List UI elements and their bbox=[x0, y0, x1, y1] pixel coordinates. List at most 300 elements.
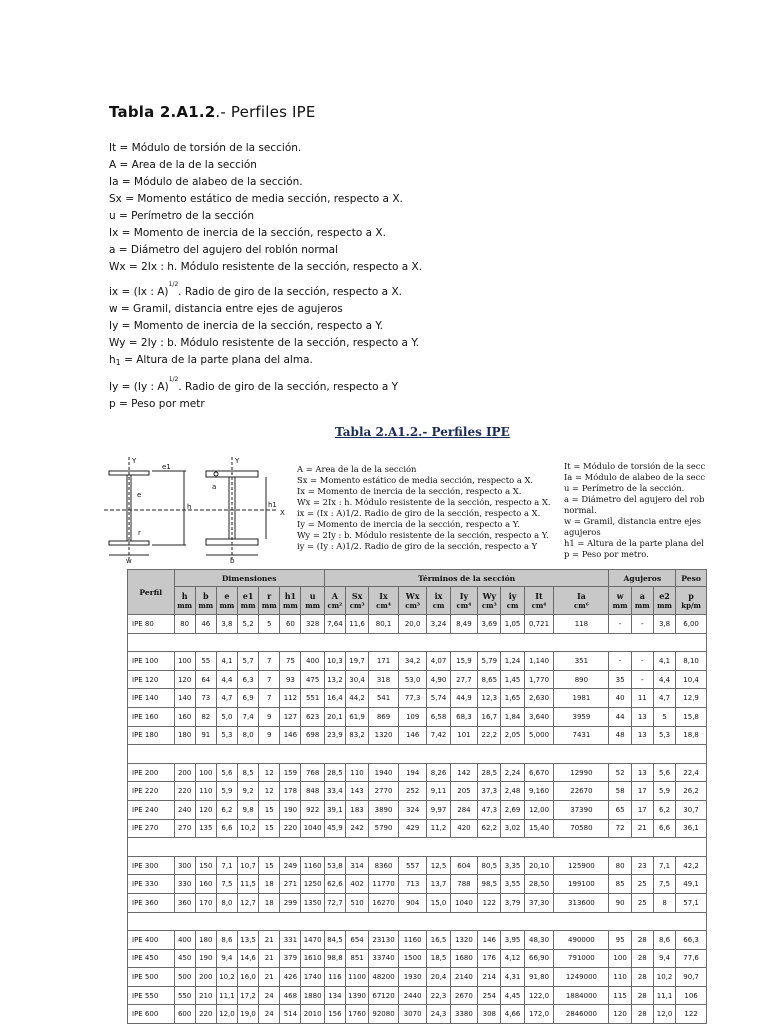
table-cell: 8,5 bbox=[238, 763, 259, 782]
column-header-ia bbox=[554, 587, 609, 615]
table-cell: 5 bbox=[653, 707, 675, 726]
table-cell: 68,3 bbox=[450, 707, 478, 726]
table-cell: 25 bbox=[631, 875, 653, 894]
table-cell: 12,0 bbox=[216, 1005, 237, 1024]
column-header-a bbox=[631, 587, 653, 615]
profile-cell: IPE 80 bbox=[128, 615, 175, 634]
table-cell: 3,95 bbox=[501, 931, 524, 950]
table-row bbox=[128, 726, 707, 745]
column-unit: mm bbox=[177, 600, 193, 610]
table-cell: 11770 bbox=[369, 875, 399, 894]
table-row bbox=[128, 931, 707, 950]
table-cell: 9,8 bbox=[238, 800, 259, 819]
table-cell: 8,6 bbox=[653, 931, 675, 950]
table-cell: 98,8 bbox=[324, 949, 345, 968]
table-cell: 116 bbox=[324, 968, 345, 987]
table-cell: 45,9 bbox=[324, 819, 345, 838]
table-cell: 80,1 bbox=[369, 615, 399, 634]
header-perfil: Perfil bbox=[128, 570, 175, 615]
table-row bbox=[128, 689, 707, 708]
table-cell: 15,9 bbox=[450, 652, 478, 671]
table-cell: 47,3 bbox=[478, 800, 501, 819]
definition-iy-radius-a: Iy = (Iy : A) bbox=[109, 381, 169, 393]
table-cell: 2440 bbox=[398, 986, 427, 1005]
table-cell: 420 bbox=[450, 819, 478, 838]
table-cell: 13 bbox=[631, 726, 653, 745]
definition-iy-exponent: 1/2 bbox=[168, 376, 179, 383]
ipe-profiles-table bbox=[127, 569, 707, 1024]
definition-h1-sub: 1 bbox=[115, 358, 121, 367]
table-cell: 122,0 bbox=[524, 986, 554, 1005]
table-cell: 1940 bbox=[369, 763, 399, 782]
table-cell: 2846000 bbox=[554, 1005, 609, 1024]
legend-mid-line: A = Area de la de la sección bbox=[297, 464, 417, 474]
table-cell: 1160 bbox=[398, 931, 427, 950]
table-cell: 106 bbox=[676, 986, 707, 1005]
definition-sx: Sx = Momento estático de media sección, respecto a X. bbox=[109, 193, 403, 205]
table-cell: 24,3 bbox=[427, 1005, 450, 1024]
table-row bbox=[128, 875, 707, 894]
table-cell: 30,4 bbox=[345, 670, 368, 689]
table-cell: 12990 bbox=[554, 763, 609, 782]
legend-right-line: w = Gramil, distancia entre ejes bbox=[564, 516, 702, 526]
table-row bbox=[128, 763, 707, 782]
table-cell: 180 bbox=[195, 931, 216, 950]
profile-cell: IPE 300 bbox=[128, 856, 175, 875]
table-cell: 6,670 bbox=[524, 763, 554, 782]
table-cell: 10,2 bbox=[238, 819, 259, 838]
table-cell: 9,4 bbox=[216, 949, 237, 968]
profile-cell: IPE 180 bbox=[128, 726, 175, 745]
legend-right-line: a = Diámetro del agujero del rob bbox=[564, 494, 705, 504]
table-cell: 12,3 bbox=[478, 689, 501, 708]
table-cell: 314 bbox=[345, 856, 368, 875]
legend-mid-line: ix = (Ix : A)1/2. Radio de giro de la sección, respecto a X. bbox=[297, 508, 541, 518]
table-cell: 11,5 bbox=[238, 875, 259, 894]
document-title-rest: .- Perfiles IPE bbox=[215, 103, 316, 121]
table-cell: 100 bbox=[174, 652, 195, 671]
table-cell: 5,9 bbox=[653, 782, 675, 801]
column-symbol: e2 bbox=[659, 590, 670, 601]
table-row bbox=[128, 856, 707, 875]
column-symbol: Ix bbox=[379, 590, 388, 601]
definition-a-hole: a = Diámetro del agujero del roblón normal bbox=[109, 244, 339, 256]
diagram-label-h1: h1 bbox=[268, 501, 277, 509]
table-cell: 42,2 bbox=[676, 856, 707, 875]
table-cell: 500 bbox=[174, 968, 195, 987]
figure-title: Tabla 2.A1.2.- Perfiles IPE bbox=[335, 425, 510, 439]
column-header-p bbox=[676, 587, 707, 615]
table-cell: 869 bbox=[369, 707, 399, 726]
table-cell: 53,0 bbox=[398, 670, 427, 689]
table-cell: 150 bbox=[195, 856, 216, 875]
column-header-u bbox=[301, 587, 324, 615]
table-cell: 1500 bbox=[398, 949, 427, 968]
table-cell: 210 bbox=[195, 986, 216, 1005]
table-cell: 7,5 bbox=[216, 875, 237, 894]
table-cell: 10,4 bbox=[676, 670, 707, 689]
table-cell: 44,9 bbox=[450, 689, 478, 708]
table-cell: 53,8 bbox=[324, 856, 345, 875]
column-unit: mm bbox=[305, 600, 321, 610]
table-cell: 80 bbox=[609, 856, 631, 875]
table-cell: 205 bbox=[450, 782, 478, 801]
column-symbol: Ia bbox=[576, 590, 586, 601]
legend-right-line: agujeros bbox=[564, 527, 601, 537]
table-cell: 402 bbox=[345, 875, 368, 894]
legend-mid-line: Sx = Momento estático de media sección, respecto a X. bbox=[297, 475, 534, 485]
table-cell: 270 bbox=[174, 819, 195, 838]
profile-cell: IPE 220 bbox=[128, 782, 175, 801]
table-cell: 91 bbox=[195, 726, 216, 745]
table-cell: 120 bbox=[174, 670, 195, 689]
table-cell: 18,8 bbox=[676, 726, 707, 745]
column-symbol: Wy bbox=[482, 590, 497, 601]
table-cell: 331 bbox=[280, 931, 301, 950]
column-unit: mm bbox=[612, 600, 628, 610]
table-cell: - bbox=[609, 652, 631, 671]
table-cell: 159 bbox=[280, 763, 301, 782]
table-cell: 12 bbox=[259, 782, 280, 801]
table-cell: 13,2 bbox=[324, 670, 345, 689]
table-cell: 2,69 bbox=[501, 800, 524, 819]
table-cell: 400 bbox=[174, 931, 195, 950]
column-header-e1 bbox=[238, 587, 259, 615]
table-cell: 101 bbox=[450, 726, 478, 745]
table-cell: 9,11 bbox=[427, 782, 450, 801]
table-cell: 70580 bbox=[554, 819, 609, 838]
table-cell: 6,2 bbox=[216, 800, 237, 819]
table-cell: 178 bbox=[280, 782, 301, 801]
legend-right-line: Ia = Módulo de alabeo de la secc bbox=[564, 472, 706, 482]
table-cell: 220 bbox=[195, 1005, 216, 1024]
table-cell: 100 bbox=[195, 763, 216, 782]
column-header-wy bbox=[478, 587, 501, 615]
table-cell: 12,9 bbox=[676, 689, 707, 708]
table-cell: 17 bbox=[631, 782, 653, 801]
table-cell: 16,7 bbox=[478, 707, 501, 726]
diagram-label-w: w bbox=[126, 557, 132, 565]
table-cell: 557 bbox=[398, 856, 427, 875]
header-units-row bbox=[128, 587, 707, 615]
table-cell: 115 bbox=[609, 986, 631, 1005]
table-cell: 623 bbox=[301, 707, 324, 726]
table-cell: 16,4 bbox=[324, 689, 345, 708]
definition-h1-text: = Altura de la parte plana del alma. bbox=[120, 354, 313, 366]
table-cell: 254 bbox=[478, 986, 501, 1005]
definition-wy: Wy = 2Iy : b. Módulo resistente de la sección, respecto a Y. bbox=[109, 337, 419, 349]
table-cell: 200 bbox=[195, 968, 216, 987]
table-cell: 156 bbox=[324, 1005, 345, 1024]
table-cell: 28 bbox=[631, 986, 653, 1005]
column-header-h bbox=[174, 587, 195, 615]
table-cell: 127 bbox=[280, 707, 301, 726]
table-cell: 12,7 bbox=[238, 893, 259, 912]
table-cell: 122 bbox=[676, 1005, 707, 1024]
table-row bbox=[128, 1005, 707, 1024]
table-cell: 4,4 bbox=[216, 670, 237, 689]
legend-mid-line: Wy = 2Iy : b. Módulo resistente de la sección, respecto a Y. bbox=[297, 530, 549, 540]
table-cell: 11 bbox=[631, 689, 653, 708]
table-spacer-row bbox=[128, 912, 707, 931]
column-header-wx bbox=[398, 587, 427, 615]
definition-wx: Wx = 2Ix : h. Módulo resistente de la sección, respecto a X. bbox=[109, 261, 423, 273]
table-cell: 23 bbox=[631, 856, 653, 875]
definition-iy-radius bbox=[109, 371, 422, 396]
profile-cell: IPE 550 bbox=[128, 986, 175, 1005]
table-cell: 550 bbox=[174, 986, 195, 1005]
table-cell: 510 bbox=[345, 893, 368, 912]
table-cell: 318 bbox=[369, 670, 399, 689]
table-cell: 1040 bbox=[301, 819, 324, 838]
table-cell: 18 bbox=[259, 893, 280, 912]
table-cell: 791000 bbox=[554, 949, 609, 968]
table-cell: 44,2 bbox=[345, 689, 368, 708]
table-cell: 1100 bbox=[345, 968, 368, 987]
table-cell: 142 bbox=[450, 763, 478, 782]
definitions-list bbox=[109, 140, 422, 413]
table-cell: 9 bbox=[259, 726, 280, 745]
table-cell: 299 bbox=[280, 893, 301, 912]
table-cell: 284 bbox=[450, 800, 478, 819]
table-cell: 922 bbox=[301, 800, 324, 819]
table-cell: 8,26 bbox=[427, 763, 450, 782]
table-cell: 10,2 bbox=[216, 968, 237, 987]
header-terminos: Términos de la sección bbox=[324, 570, 609, 587]
table-cell: 1880 bbox=[301, 986, 324, 1005]
column-symbol: p bbox=[688, 590, 694, 601]
table-spacer-row bbox=[128, 745, 707, 764]
table-cell: 73 bbox=[195, 689, 216, 708]
table-body bbox=[128, 615, 707, 1024]
table-cell: 65 bbox=[609, 800, 631, 819]
table-cell: 8,10 bbox=[676, 652, 707, 671]
table-cell: 140 bbox=[174, 689, 195, 708]
table-cell: 33740 bbox=[369, 949, 399, 968]
table-cell: 172,0 bbox=[524, 1005, 554, 1024]
table-cell: 16,5 bbox=[427, 931, 450, 950]
legend-right-line: u = Perímetro de la sección. bbox=[564, 483, 685, 493]
table-cell: 15,40 bbox=[524, 819, 554, 838]
table-cell: 426 bbox=[280, 968, 301, 987]
profile-cell: IPE 450 bbox=[128, 949, 175, 968]
table-cell: 12,5 bbox=[427, 856, 450, 875]
table-cell: 21 bbox=[259, 968, 280, 987]
table-cell: 72,7 bbox=[324, 893, 345, 912]
definition-it: It = Módulo de torsión de la sección. bbox=[109, 142, 302, 154]
table-cell: 698 bbox=[301, 726, 324, 745]
table-row bbox=[128, 707, 707, 726]
table-cell: 214 bbox=[478, 968, 501, 987]
table-cell: 34,2 bbox=[398, 652, 427, 671]
legend-mid-line: Ix = Momento de inercia de la sección, respecto a X. bbox=[297, 486, 522, 496]
table-cell: 3,02 bbox=[501, 819, 524, 838]
table-cell: 5790 bbox=[369, 819, 399, 838]
column-symbol: e1 bbox=[242, 590, 254, 601]
table-cell: 15 bbox=[259, 819, 280, 838]
table-cell: 6,2 bbox=[653, 800, 675, 819]
table-cell: 360 bbox=[174, 893, 195, 912]
table-cell: 1,84 bbox=[501, 707, 524, 726]
table-cell: 24 bbox=[259, 986, 280, 1005]
table-cell: 22,3 bbox=[427, 986, 450, 1005]
table-cell: 66,90 bbox=[524, 949, 554, 968]
table-cell: 1,05 bbox=[501, 615, 524, 634]
column-header-ix bbox=[427, 587, 450, 615]
table-cell: 6,6 bbox=[653, 819, 675, 838]
definition-ix: Ix = Momento de inercia de la sección, respecto a X. bbox=[109, 227, 386, 239]
table-cell: 2,24 bbox=[501, 763, 524, 782]
column-header-a bbox=[324, 587, 345, 615]
table-cell: 160 bbox=[174, 707, 195, 726]
table-cell: 37,3 bbox=[478, 782, 501, 801]
table-cell: 7431 bbox=[554, 726, 609, 745]
table-cell: 143 bbox=[345, 782, 368, 801]
table-cell: 11,1 bbox=[653, 986, 675, 1005]
table-cell: 3890 bbox=[369, 800, 399, 819]
table-cell: 6,6 bbox=[216, 819, 237, 838]
legend-mid-line: iy = (Iy : A)1/2. Radio de giro de la sección, respecto a Y bbox=[297, 541, 538, 551]
table-cell: 3,79 bbox=[501, 893, 524, 912]
table-cell: 5,6 bbox=[216, 763, 237, 782]
column-unit: cm⁴ bbox=[376, 600, 391, 610]
table-cell: 1390 bbox=[345, 986, 368, 1005]
figure-legend-middle bbox=[297, 464, 551, 552]
table-cell: 541 bbox=[369, 689, 399, 708]
table-cell: 4,12 bbox=[501, 949, 524, 968]
table-cell: 8,0 bbox=[216, 893, 237, 912]
table-cell: 10,3 bbox=[324, 652, 345, 671]
table-cell: 40 bbox=[609, 689, 631, 708]
table-cell: 110 bbox=[609, 968, 631, 987]
table-cell: 3,640 bbox=[524, 707, 554, 726]
table-cell: 24 bbox=[259, 1005, 280, 1024]
profile-cell: IPE 200 bbox=[128, 763, 175, 782]
legend-mid-line: Wx = 2Ix : h. Módulo resistente de la sección, respecto a X. bbox=[297, 497, 551, 507]
column-symbol: ix bbox=[434, 590, 443, 601]
definition-ix-radius-b: . Radio de giro de la sección, respecto a X. bbox=[178, 286, 402, 298]
table-cell: 890 bbox=[554, 670, 609, 689]
table-cell: 13,5 bbox=[238, 931, 259, 950]
column-symbol: r bbox=[267, 590, 272, 601]
table-cell: 25 bbox=[631, 893, 653, 912]
table-cell: 2670 bbox=[450, 986, 478, 1005]
table-cell: 93 bbox=[280, 670, 301, 689]
column-symbol: A bbox=[331, 590, 338, 601]
table-cell: 1250 bbox=[301, 875, 324, 894]
table-cell: - bbox=[631, 652, 653, 671]
table-cell: 57,1 bbox=[676, 893, 707, 912]
table-cell: - bbox=[631, 615, 653, 634]
table-cell: 450 bbox=[174, 949, 195, 968]
table-cell: 8,0 bbox=[238, 726, 259, 745]
table-cell: 3,69 bbox=[478, 615, 501, 634]
table-cell: 7 bbox=[259, 670, 280, 689]
column-unit: mm bbox=[240, 600, 256, 610]
table-cell: 308 bbox=[478, 1005, 501, 1024]
table-cell: 26,2 bbox=[676, 782, 707, 801]
definition-a: A = Area de la de la sección bbox=[109, 159, 257, 171]
table-cell: 21 bbox=[259, 931, 280, 950]
table-cell: 475 bbox=[301, 670, 324, 689]
table-cell: 28 bbox=[631, 1005, 653, 1024]
column-unit: mm bbox=[198, 600, 214, 610]
table-cell: 7,64 bbox=[324, 615, 345, 634]
table-cell: 28 bbox=[631, 931, 653, 950]
diagram-label-h: h bbox=[187, 503, 192, 511]
column-header-iy bbox=[450, 587, 478, 615]
table-cell: - bbox=[609, 615, 631, 634]
table-cell: 1,65 bbox=[501, 689, 524, 708]
table-cell: 37390 bbox=[554, 800, 609, 819]
column-symbol: Iy bbox=[459, 590, 469, 601]
table-cell: 72 bbox=[609, 819, 631, 838]
profile-cell: IPE 270 bbox=[128, 819, 175, 838]
table-row bbox=[128, 670, 707, 689]
table-cell: 98,5 bbox=[478, 875, 501, 894]
table-cell: 15,0 bbox=[427, 893, 450, 912]
table-cell: 1884000 bbox=[554, 986, 609, 1005]
table-cell: 5,9 bbox=[216, 782, 237, 801]
spacer-cell bbox=[128, 745, 707, 764]
table-cell: 64 bbox=[195, 670, 216, 689]
table-cell: 7,1 bbox=[653, 856, 675, 875]
column-unit: mm bbox=[657, 600, 672, 610]
table-cell: 6,3 bbox=[238, 670, 259, 689]
table-cell: 125900 bbox=[554, 856, 609, 875]
column-unit: mm bbox=[282, 600, 298, 610]
table-cell: 5,79 bbox=[478, 652, 501, 671]
table-cell: 3,8 bbox=[653, 615, 675, 634]
legend-mid-line: Iy = Momento de inercia de la sección, respecto a Y. bbox=[297, 519, 520, 529]
table-cell: 1930 bbox=[398, 968, 427, 987]
table-cell: 36,1 bbox=[676, 819, 707, 838]
column-unit: cm³ bbox=[405, 600, 420, 610]
table-cell: 19,0 bbox=[238, 1005, 259, 1024]
column-header-e bbox=[216, 587, 237, 615]
table-row bbox=[128, 782, 707, 801]
table-cell: 200 bbox=[174, 763, 195, 782]
table-cell: 146 bbox=[478, 931, 501, 950]
table-cell: 8360 bbox=[369, 856, 399, 875]
table-cell: 328 bbox=[301, 615, 324, 634]
column-symbol: It bbox=[535, 590, 543, 601]
table-cell: 120 bbox=[195, 800, 216, 819]
column-symbol: Sx bbox=[351, 590, 363, 601]
table-cell: 240 bbox=[174, 800, 195, 819]
table-cell: 4,07 bbox=[427, 652, 450, 671]
definition-ix-exponent: 1/2 bbox=[168, 281, 179, 288]
table-cell: 324 bbox=[398, 800, 427, 819]
table-cell: 135 bbox=[195, 819, 216, 838]
column-symbol: h bbox=[181, 590, 188, 601]
column-unit: cm⁴ bbox=[456, 600, 472, 610]
column-unit: mm bbox=[634, 600, 650, 610]
table-cell: 28,5 bbox=[324, 763, 345, 782]
definition-w: w = Gramil, distancia entre ejes de agujeros bbox=[109, 303, 343, 315]
table-cell: 3,35 bbox=[501, 856, 524, 875]
table-cell: 23130 bbox=[369, 931, 399, 950]
table-cell: 48,30 bbox=[524, 931, 554, 950]
table-cell: 8,49 bbox=[450, 615, 478, 634]
table-cell: 15 bbox=[259, 800, 280, 819]
table-cell: 80 bbox=[174, 615, 195, 634]
table-cell: 514 bbox=[280, 1005, 301, 1024]
table-cell: 7 bbox=[259, 652, 280, 671]
table-cell: 18,5 bbox=[427, 949, 450, 968]
table-cell: 9 bbox=[259, 707, 280, 726]
table-cell: 134 bbox=[324, 986, 345, 1005]
